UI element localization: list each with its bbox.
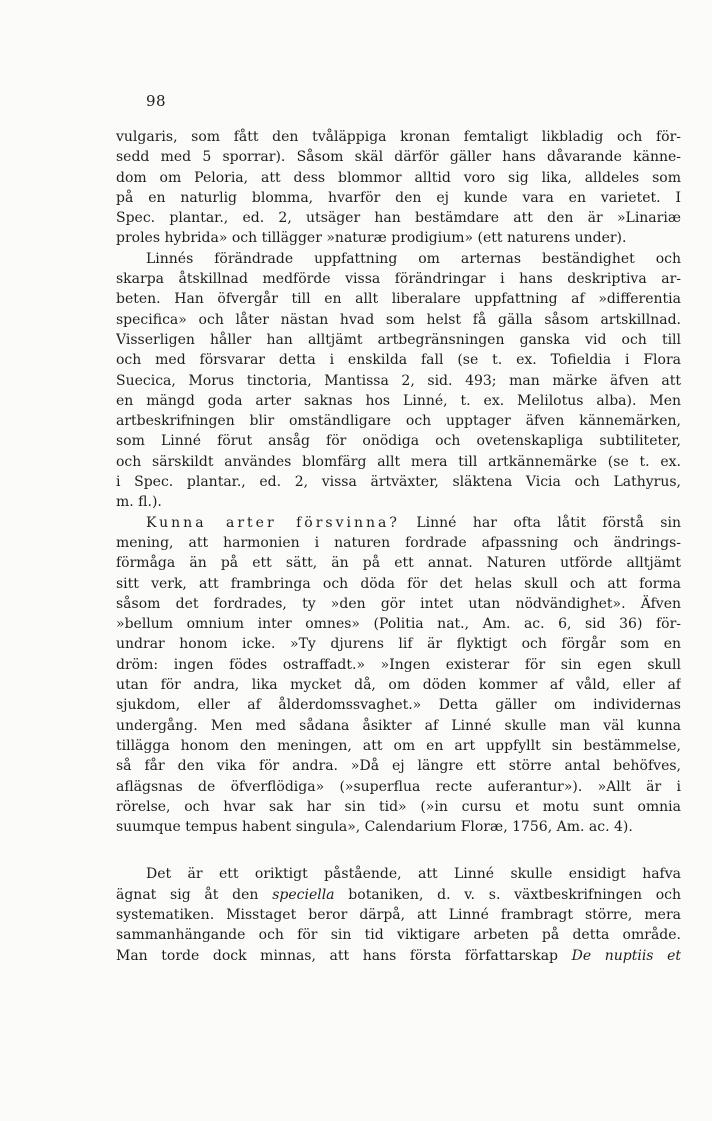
text-line: proles hybrida» och tillägger »naturæ prodigium» (ett naturens under). xyxy=(116,230,627,247)
section-heading: Kunna arter försvinna? xyxy=(146,514,400,531)
text-line: sitt verk, att frambringa och döda för det helas skull och att forma xyxy=(116,575,681,592)
text-line: och med försvarar detta i enskilda fall (se t. ex. Tofieldia i Flora xyxy=(116,352,681,369)
text-line xyxy=(116,946,681,966)
text-line: som Linné förut ansåg för onödiga och ovetenskapliga subtiliteter, xyxy=(116,433,681,450)
text-line: undrar honom icke. »Ty djurens lif är flyktigt och förgår som en xyxy=(116,636,681,653)
text-line: rörelse, och hvar sak har sin tid» (»in cursu et motu sunt omnia xyxy=(116,798,681,815)
text-fragment: ägnat sig åt den xyxy=(116,886,259,903)
text-line: såsom det fordrades, ty »den gör intet utan nödvändighet». Äfven xyxy=(116,595,681,612)
italic-title: De nuptiis et xyxy=(571,947,681,964)
text-line: specifica» och låter nästan hvad som helst få gälla såsom artskillnad. xyxy=(116,311,681,328)
text-line: och särskildt användes blomfärg allt mera till artkännemärke (se t. ex. xyxy=(116,453,681,470)
text-line: dröm: ingen födes ostraffadt.» »Ingen existerar för sin egen skull xyxy=(116,656,681,673)
text-line: i Spec. plantar., ed. 2, vissa ärtväxter, släktena Vicia och Lathyrus, xyxy=(116,474,681,491)
text-line: aflägsnas de öfverflödiga» (»superflua recte auferantur»). »Allt är i xyxy=(116,778,681,795)
text-line: Spec. plantar., ed. 2, utsäger han bestämdare att den är »Linariæ xyxy=(116,210,681,227)
text-fragment: Linné har ofta låtit förstå sin xyxy=(416,514,681,531)
text-line xyxy=(116,885,681,905)
text-line: tillägga honom den meningen, att om en art uppfyllt sin bestämmelse, xyxy=(116,737,681,754)
paragraph-gap xyxy=(116,837,681,864)
text-line: sammanhängande och för sin tid viktigare arbeten på detta område. xyxy=(116,927,681,944)
text-line: dom om Peloria, att dess blommor alltid voro sig lika, alldeles som xyxy=(116,169,681,186)
text-line: sedd med 5 sporrar). Såsom skäl därför gäller hans dåvarande känne- xyxy=(116,149,681,166)
text-line: så får den vika för andra. »Då ej längre ett större antal behöfves, xyxy=(116,758,681,775)
text-line: suumque tempus habent singula», Calendarium Floræ, 1756, Am. ac. 4). xyxy=(116,819,633,836)
text-line: m. fl.). xyxy=(116,494,162,511)
text-line: Det är ett oriktigt påstående, att Linné skulle ensidigt hafva xyxy=(146,866,681,883)
text-line xyxy=(116,513,681,533)
text-line: artbeskrifningen blir omständligare och upptager äfven kännemärken, xyxy=(116,413,681,430)
text-line: Suecica, Morus tinctoria, Mantissa 2, sid. 493; man märke äfven att xyxy=(116,372,681,389)
text-line: systematiken. Misstaget beror därpå, att Linné frambragt större, mera xyxy=(116,906,681,923)
text-line: skarpa åtskillnad medförde vissa förändringar i hans deskriptiva ar- xyxy=(116,271,681,288)
text-line: Linnés förändrade uppfattning om arternas beständighet och xyxy=(146,250,681,267)
text-line: förmåga än på ett sätt, än på ett annat. Naturen utförde alltjämt xyxy=(116,555,681,572)
text-line: sjukdom, eller af ålderdomssvaghet.» Detta gäller om individernas xyxy=(116,697,681,714)
text-line: undergång. Men med sådana åsikter af Linné skulle man väl kunna xyxy=(116,717,681,734)
text-line: mening, att harmonien i naturen fordrade afpassning och ändrings- xyxy=(116,534,681,551)
italic-term: speciella xyxy=(272,886,335,903)
text-line: på en naturlig blomma, hvarför den ej kunde vara en varietet. I xyxy=(116,189,681,206)
text-line: Visserligen håller han alltjämt artbegränsningen ganska vid och till xyxy=(116,331,681,348)
text-line: beten. Han öfvergår till en allt liberalare uppfattning af »differentia xyxy=(116,291,681,308)
text-fragment: botaniken, d. v. s. växtbeskrifningen och xyxy=(348,886,681,903)
body-text xyxy=(116,127,681,966)
page-number: 98 xyxy=(146,92,167,110)
text-line: vulgaris, som fått den tvåläppiga kronan femtaligt likbladig och för- xyxy=(116,129,681,145)
text-line: »bellum omnium inter omnes» (Politia nat., Am. ac. 6, sid 36) för- xyxy=(116,616,681,633)
text-line: utan för andra, lika mycket då, om döden kommer af våld, eller af xyxy=(116,677,681,694)
text-line: en mängd goda arter saknas hos Linné, t. ex. Melilotus alba). Men xyxy=(116,392,681,409)
text-fragment: Man torde dock minnas, att hans första författarskap xyxy=(116,947,559,964)
